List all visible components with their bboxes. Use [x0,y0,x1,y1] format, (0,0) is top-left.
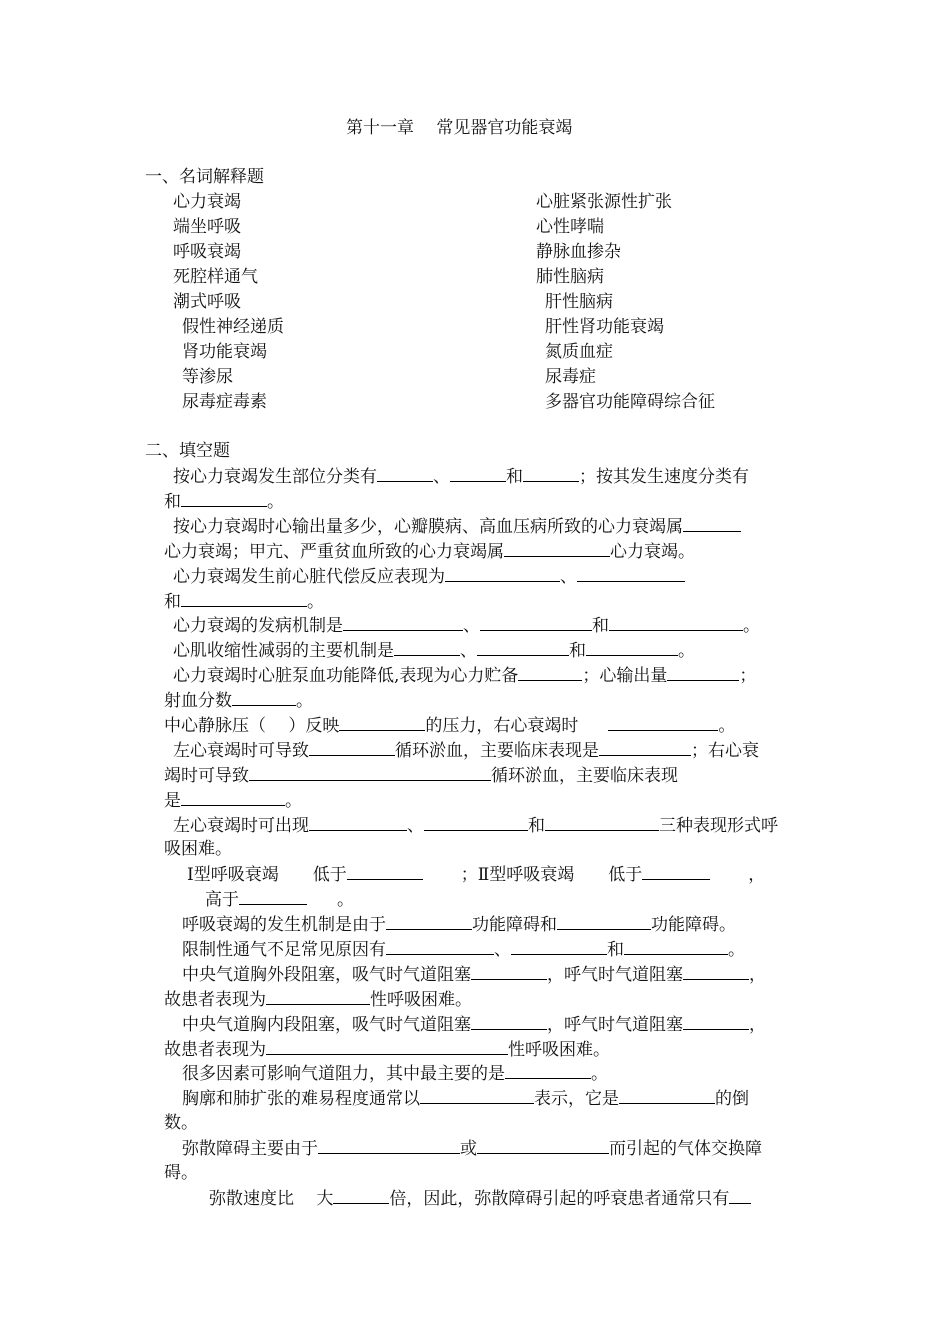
right-term-9: 多器官功能障碍综合征 [545,392,715,412]
question-text: 和 [607,940,624,960]
question-text: 、 [494,940,511,960]
question-text: 、 [433,467,450,487]
question-text: 三种表现形式呼 [659,816,778,836]
question-text: 胸廓和肺扩张的难易程度通常以 [182,1089,420,1109]
answer-blank[interactable] [239,888,307,905]
question-8-line-2 [164,764,678,787]
answer-blank[interactable] [232,689,296,706]
question-text: ；按其发生速度分类有 [579,467,749,487]
question-14-line-1 [182,1013,766,1036]
question-8-line-3 [164,789,302,812]
question-text: ；Ⅱ型呼吸衰竭 低于 [460,865,643,885]
answer-blank[interactable] [545,814,659,831]
question-14-line-2 [164,1038,610,1061]
question-text: 数。 [164,1113,198,1133]
left-term-4: 死腔样通气 [173,267,258,287]
question-text: 。 [728,940,745,960]
question-10-line-1 [187,863,765,886]
right-term-6: 肝性肾功能衰竭 [545,317,664,337]
section-heading-fill: 二、填空题 [145,441,230,461]
answer-blank[interactable] [505,1062,591,1079]
question-7 [164,714,735,737]
question-text: 。 [307,592,324,612]
answer-blank[interactable] [266,988,370,1005]
answer-blank[interactable] [683,1013,749,1030]
question-text: ， [749,1015,766,1035]
question-text: 和 [164,592,181,612]
question-text: 性呼吸困难。 [370,990,472,1010]
question-text: 。 [285,791,302,811]
answer-blank[interactable] [518,664,582,681]
question-text: 中央气道胸内段阻塞，吸气时气道阻塞 [182,1015,471,1035]
question-17-line-2 [164,1162,198,1184]
left-term-8: 等渗尿 [182,367,233,387]
question-text: ， [749,965,766,985]
question-text: 故患者表现为 [164,990,266,1010]
question-text: 。 [743,616,760,636]
question-text: 限制性通气不足常见原因有 [182,940,386,960]
question-text: 弥散障碍主要由于 [182,1139,318,1159]
right-term-3: 静脉血掺杂 [536,242,621,262]
answer-blank[interactable] [624,938,728,955]
answer-blank[interactable] [445,565,560,582]
answer-blank[interactable] [480,614,592,631]
question-text: 高于 [205,890,239,910]
question-text: 是 [164,791,181,811]
question-3-line-1 [173,565,685,588]
answer-blank[interactable] [511,938,607,955]
question-text: 和 [592,616,609,636]
question-text: 。 [296,691,313,711]
question-text: 功能障碍。 [651,915,736,935]
left-term-7: 肾功能衰竭 [182,342,267,362]
answer-blank[interactable] [249,764,491,781]
right-term-5: 肝性脑病 [545,292,613,312]
answer-blank[interactable] [420,1087,534,1104]
question-8-line-1 [173,739,759,762]
question-16-line-1 [182,1087,749,1110]
question-2-line-2 [164,540,695,563]
answer-blank[interactable] [450,465,506,482]
question-text: 和 [506,467,523,487]
left-term-3: 呼吸衰竭 [173,242,241,262]
question-text: 中心静脉压（ ）反映 [164,716,340,736]
question-text: 中央气道胸外段阻塞，吸气时气道阻塞 [182,965,471,985]
answer-blank[interactable] [729,1187,751,1204]
answer-blank[interactable] [339,714,425,731]
answer-blank[interactable] [608,714,718,731]
page-title: 第十一章 常见器官功能衰竭 [346,118,573,138]
answer-blank[interactable] [523,465,579,482]
answer-blank[interactable] [683,963,749,980]
question-16-line-2 [164,1112,198,1134]
right-term-2: 心性哮喘 [536,217,604,237]
question-text: 、 [407,816,424,836]
question-text: 心肌收缩性减弱的主要机制是 [173,641,394,661]
question-10-line-2 [205,888,354,911]
question-text: ， [748,865,766,885]
answer-blank[interactable] [386,913,472,930]
left-term-1: 心力衰竭 [173,192,241,212]
answer-blank[interactable] [471,963,547,980]
question-text: 循环淤血，主要临床表现 [491,766,678,786]
question-text: 左心衰竭时可出现 [173,816,309,836]
left-term-2: 端坐呼吸 [173,217,241,237]
question-text: 和 [528,816,545,836]
answer-blank[interactable] [599,739,691,756]
question-1-line-2 [164,490,284,513]
right-term-8: 尿毒症 [545,367,596,387]
answer-blank[interactable] [309,739,395,756]
question-text: 心力衰竭；甲亢、严重贫血所致的心力衰竭属 [164,542,504,562]
question-text: 的压力，右心衰竭时 [425,716,579,736]
question-6-line-2 [164,689,313,712]
left-term-6: 假性神经递质 [182,317,284,337]
question-text: ，呼气时气道阻塞 [547,1015,683,1035]
answer-blank[interactable] [477,1137,609,1154]
answer-blank[interactable] [586,639,678,656]
question-4 [173,614,760,637]
question-text: 碍。 [164,1163,198,1183]
answer-blank[interactable] [343,614,463,631]
question-text: 呼吸衰竭的发生机制是由于 [182,915,386,935]
question-6-line-1 [173,664,756,687]
question-text: ，呼气时气道阻塞 [547,965,683,985]
question-text: 表示，它是 [534,1089,619,1109]
question-text: 故患者表现为 [164,1040,266,1060]
question-text: 。 [591,1064,608,1084]
question-text: 弥散速度比 大 [209,1189,334,1209]
question-text: 而引起的气体交换障 [609,1139,762,1159]
answer-blank[interactable] [266,1038,508,1055]
answer-blank[interactable] [333,1187,389,1204]
answer-blank[interactable] [477,639,569,656]
question-text: 、 [460,641,477,661]
answer-blank[interactable] [377,465,433,482]
question-text: 吸困难。 [164,839,232,859]
question-13-line-1 [182,963,766,986]
section-heading-terms: 一、名词解释题 [145,167,264,187]
question-text: 、 [463,616,480,636]
question-12 [182,938,745,961]
answer-blank[interactable] [181,490,267,507]
answer-blank[interactable] [557,913,651,930]
question-text: 按心力衰竭发生部位分类有 [173,467,377,487]
answer-blank[interactable] [181,590,307,607]
question-3-line-2 [164,590,324,613]
right-term-7: 氮质血症 [545,342,613,362]
answer-blank[interactable] [504,540,610,557]
question-text: 很多因素可影响气道阻力，其中最主要的是 [182,1064,505,1084]
question-text: 性呼吸困难。 [508,1040,610,1060]
answer-blank[interactable] [471,1013,547,1030]
question-text: 。 [337,890,354,910]
question-text: 和 [164,492,181,512]
question-15 [182,1062,608,1085]
question-text: 左心衰竭时可导致 [173,741,309,761]
left-term-5: 潮式呼吸 [173,292,241,312]
question-5 [173,639,695,662]
question-text: 按心力衰竭时心输出量多少，心瓣膜病、高血压病所致的心力衰竭属 [173,517,683,537]
question-text: ；右心衰 [691,741,759,761]
question-text: 。 [267,492,284,512]
question-text: 竭时可导致 [164,766,249,786]
question-2-line-1 [173,515,741,538]
answer-blank[interactable] [683,515,741,532]
question-text: 的倒 [715,1089,749,1109]
question-13-line-2 [164,988,472,1011]
left-term-9: 尿毒症毒素 [182,392,267,412]
question-1-line-1 [173,465,749,488]
right-term-1: 心脏紧张源性扩张 [536,192,672,212]
question-text: 。 [718,716,736,736]
question-text: 、 [560,567,577,587]
question-9-line-2 [164,838,232,860]
answer-blank[interactable] [609,614,743,631]
right-term-4: 肺性脑病 [536,267,604,287]
question-text: 射血分数 [164,691,232,711]
question-text: ； [739,666,757,686]
answer-blank[interactable] [318,1137,460,1154]
question-text: 和 [569,641,586,661]
question-text: 循环淤血，主要临床表现是 [395,741,599,761]
question-18 [209,1187,751,1210]
question-11 [182,913,736,936]
question-text: 倍，因此，弥散障碍引起的呼衰患者通常只有 [389,1189,730,1209]
answer-blank[interactable] [424,814,528,831]
question-17-line-1 [182,1137,762,1160]
question-text: 心力衰竭的发病机制是 [173,616,343,636]
question-9-line-1 [173,814,778,837]
question-text: 功能障碍和 [472,915,557,935]
question-text: 心力衰竭时心脏泵血功能降低,表现为心力贮备 [173,666,519,686]
question-text: 。 [678,641,695,661]
answer-blank[interactable] [181,789,285,806]
answer-blank[interactable] [667,664,739,681]
answer-blank[interactable] [577,565,685,582]
question-text: 心力衰竭。 [610,542,695,562]
answer-blank[interactable] [642,863,710,880]
question-text: ；心输出量 [582,666,668,686]
answer-blank[interactable] [347,863,423,880]
answer-blank[interactable] [619,1087,715,1104]
answer-blank[interactable] [386,938,494,955]
answer-blank[interactable] [394,639,460,656]
question-text: 心力衰竭发生前心脏代偿反应表现为 [173,567,445,587]
answer-blank[interactable] [309,814,407,831]
question-text: Ⅰ型呼吸衰竭 低于 [187,865,347,885]
question-text: 或 [460,1139,477,1159]
